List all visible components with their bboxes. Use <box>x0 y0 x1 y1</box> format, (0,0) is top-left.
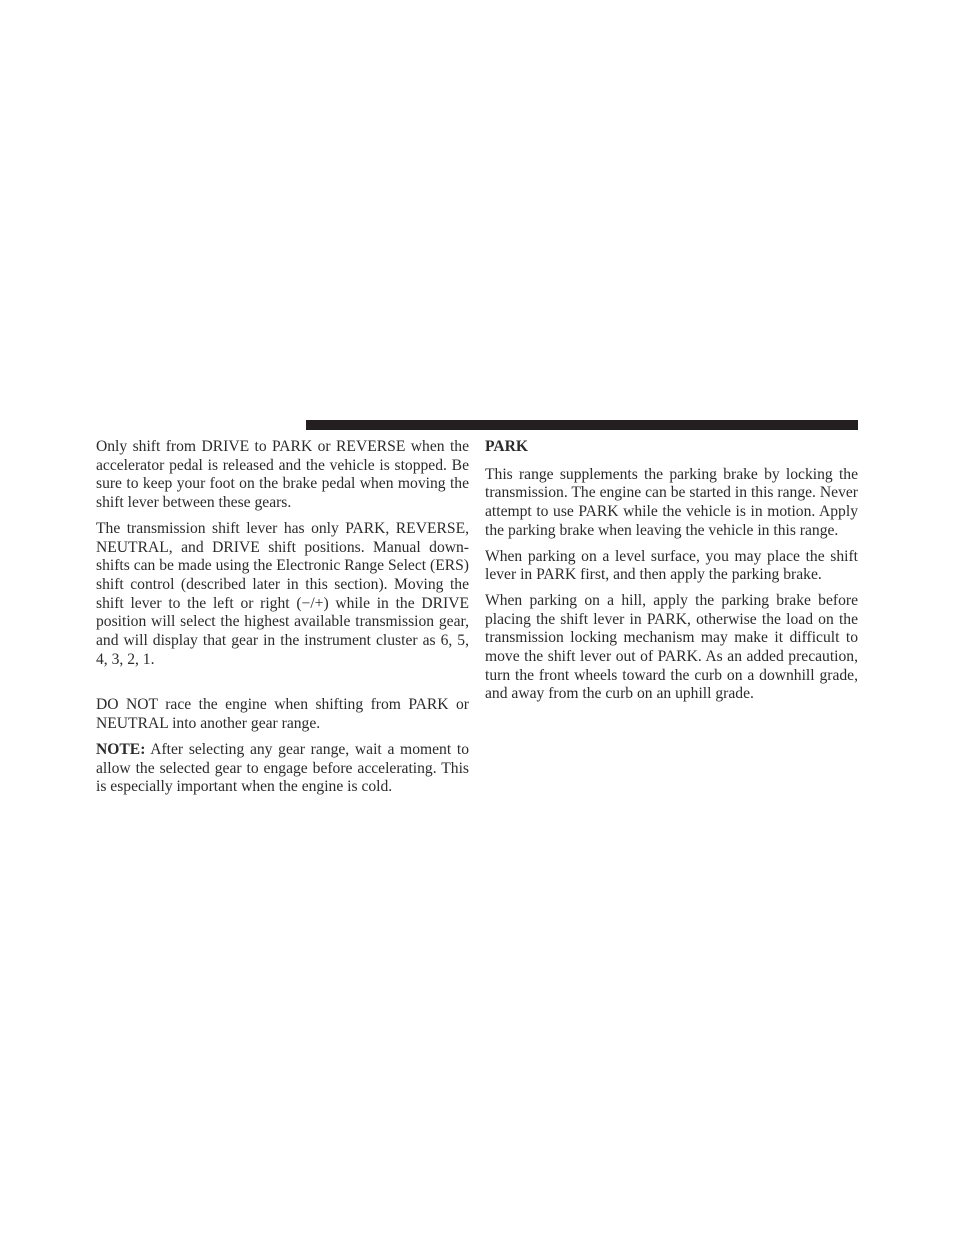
note-text: After selecting any gear range, wait a moment to allow the selected gear to engage before accelerating. This is especially important when the engine is cold. <box>96 740 469 796</box>
note-label: NOTE: <box>96 740 146 758</box>
right-column <box>485 438 858 711</box>
note-paragraph <box>96 741 469 797</box>
do-not-race-engine-paragraph: DO NOT race the engine when shifting from PARK or NEUTRAL into another gear range. <box>96 696 469 733</box>
level-surface-paragraph: When parking on a level surface, you may place the shift lever in PARK first, and then apply the parking brake. <box>485 547 858 584</box>
section-header-bar <box>306 420 858 430</box>
hill-parking-paragraph: When parking on a hill, apply the parking brake before placing the shift lever in PARK, otherwise the load on the transmission locking mechanism may make it difficult to move the shift lever out of PARK. As an added precaution, turn the front wheels toward the curb on a downhill grade, and away from the curb on an uphill grade. <box>485 591 858 703</box>
park-heading: PARK <box>485 438 529 455</box>
left-column <box>96 438 469 804</box>
shift-drive-park-paragraph: Only shift from DRIVE to PARK or REVERSE when the accelerator pedal is released and the vehicle is stopped. Be sure to keep your foot on the brake pedal when moving the shift lever between these gears. <box>96 438 469 512</box>
park-range-paragraph: This range supplements the parking brake by locking the transmission. The engine can be started in this range. Never attempt to use PARK while the vehicle is in motion. Apply the parking brake when leaving the vehicle in this range. <box>485 465 858 539</box>
shift-lever-positions-paragraph: The transmission shift lever has only PARK, REVERSE, NEUTRAL, and DRIVE shift positions. Manual downshifts can be made using the Electronic Range Select (ERS) shift control (described later in this section). Moving the shift lever to the left or right (−/+) while in the DRIVE position will select the highest available transmission gear, and will display that gear in the instrument cluster as 6, 5, 4, 3, 2, 1. <box>96 519 469 668</box>
